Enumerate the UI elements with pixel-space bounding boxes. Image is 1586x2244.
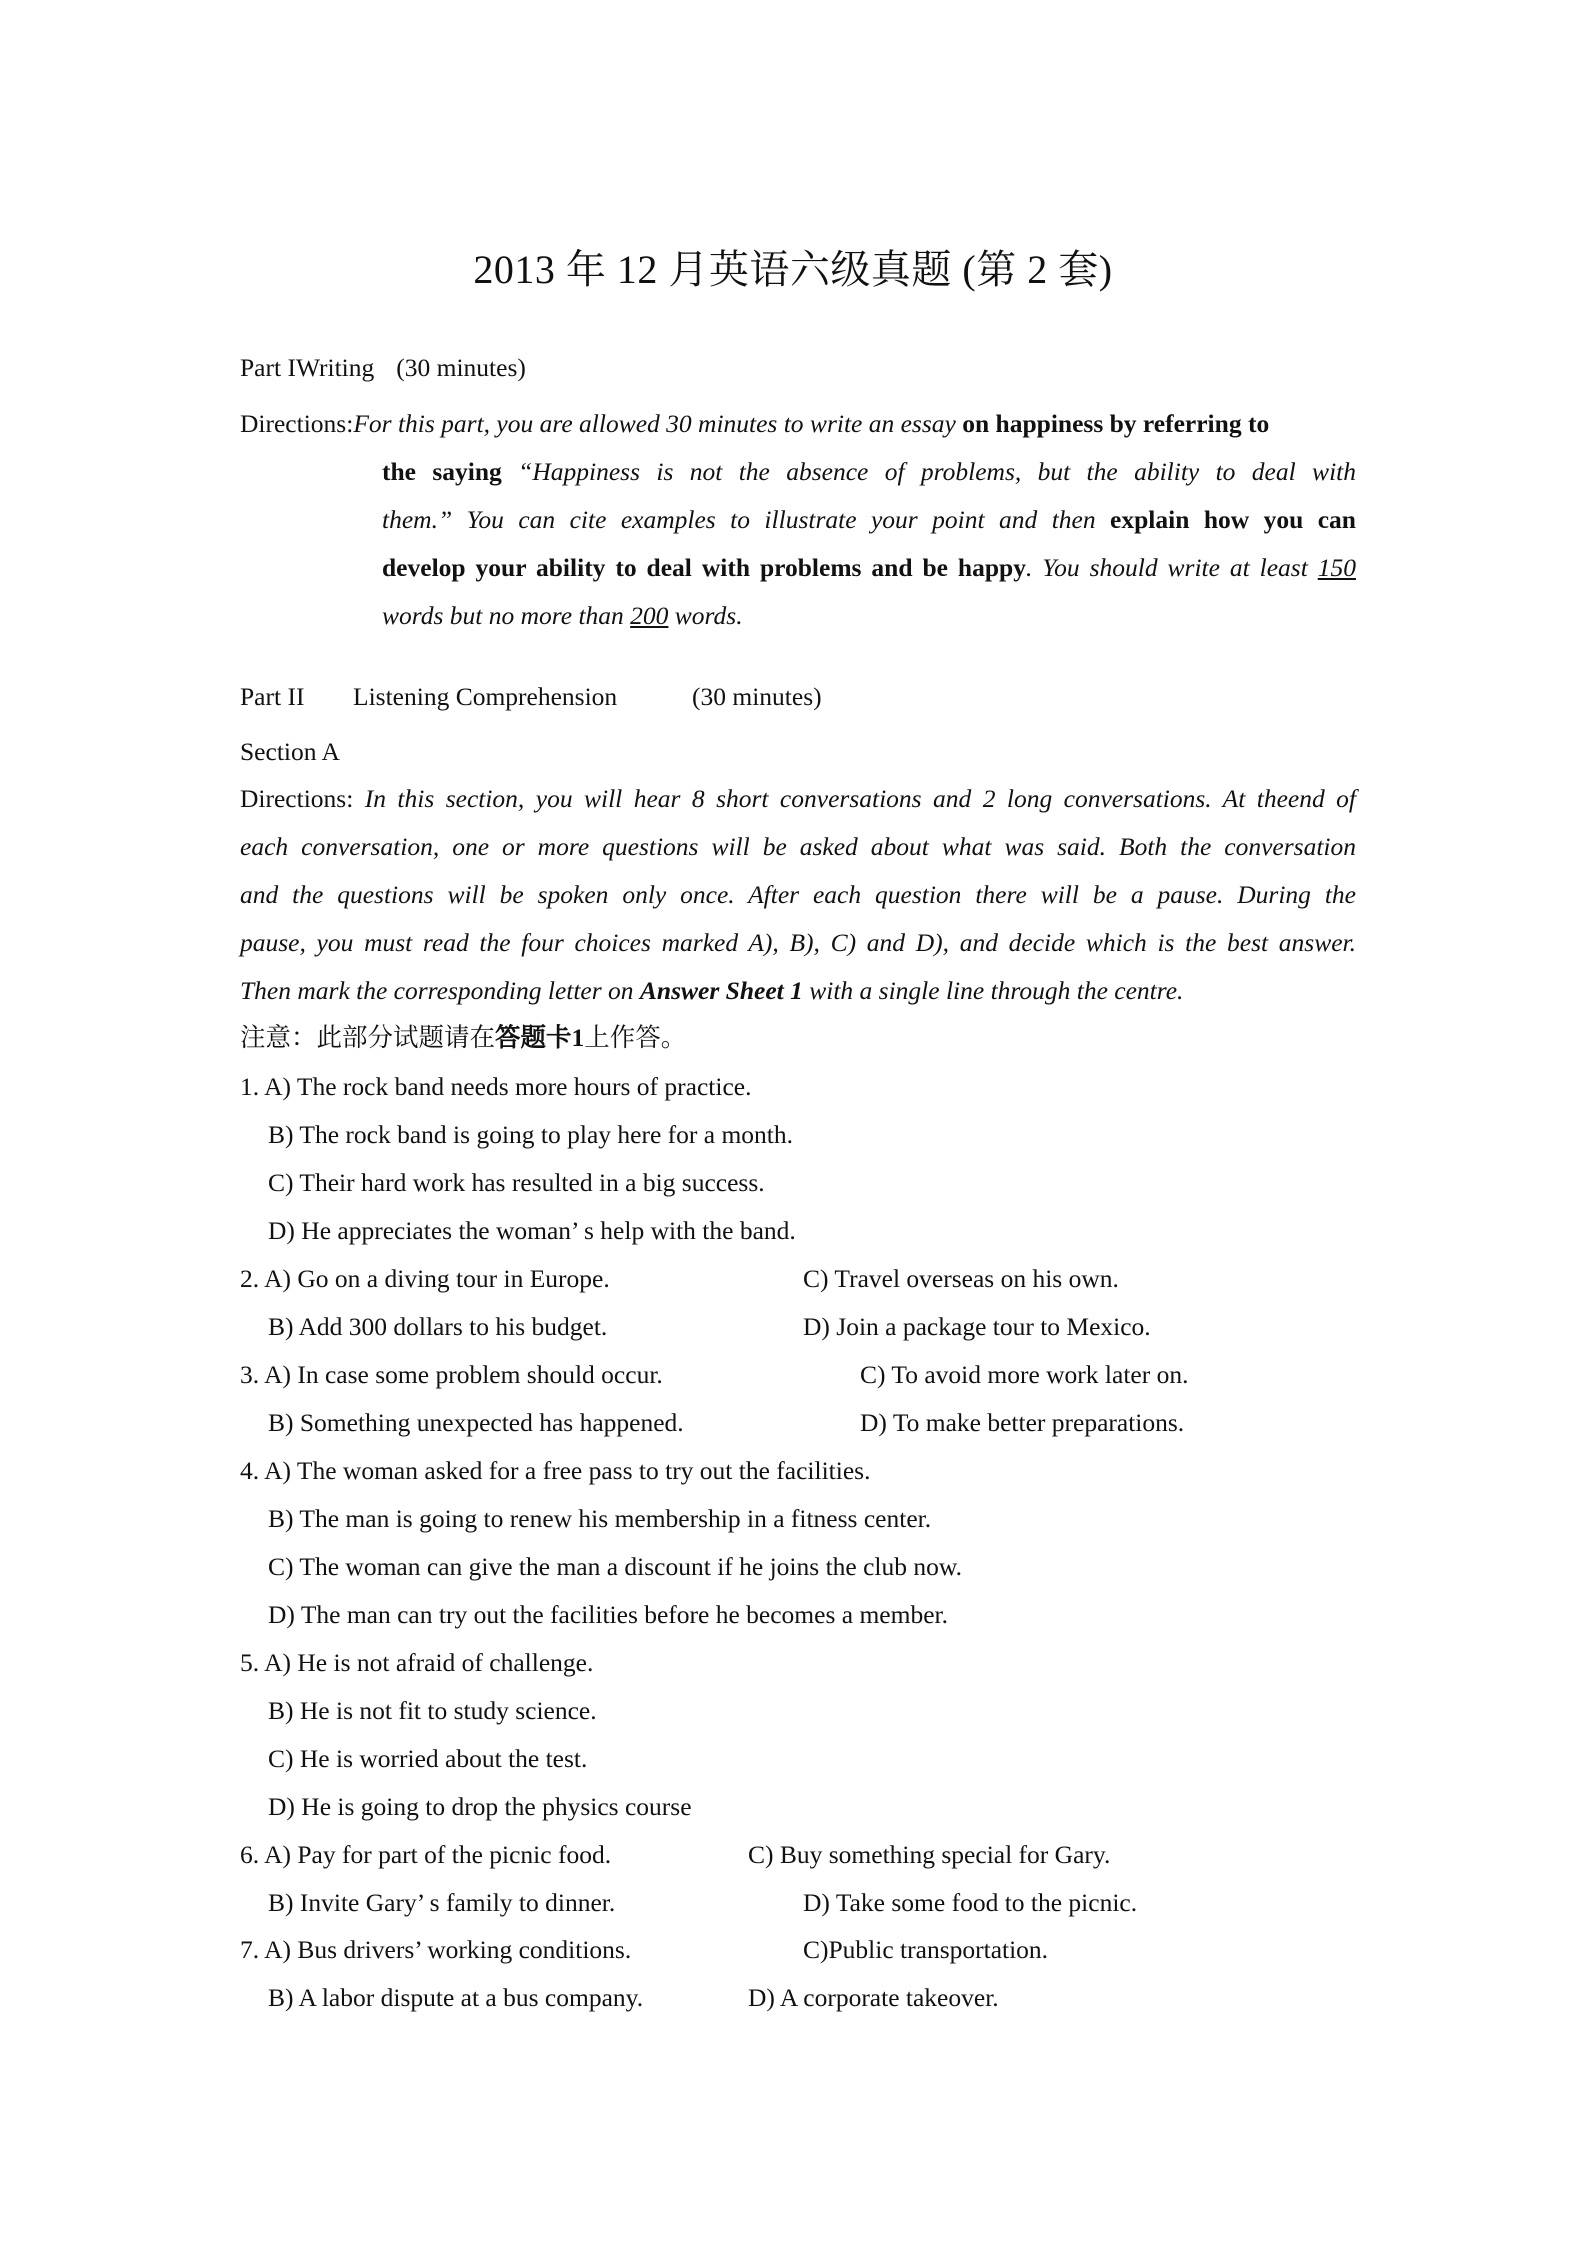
question-4-option-a: 4. A) The woman asked for a free pass to try out the facilities. xyxy=(240,1456,871,1485)
part2-name: Listening Comprehension xyxy=(353,682,618,711)
question-6-option-c: C) Buy something special for Gary. xyxy=(748,1840,1111,1869)
part2-directions-line-1: Directions: In this section, you will hear 8 short conversations and 2 long conversations. At theend of xyxy=(240,784,1356,813)
question-7-option-c: C)Public transportation. xyxy=(803,1935,1049,1964)
question-2-option-b: B) Add 300 dollars to his budget. xyxy=(268,1312,608,1341)
part1-directions-line-1: Directions:For this part, you are allowed 30 minutes to write an essay on happiness by referring to xyxy=(240,409,1270,438)
part1-heading-line xyxy=(240,351,526,385)
question-2-option-a: 2. A) Go on a diving tour in Europe. xyxy=(240,1264,610,1293)
question-5-option-d: D) He is going to drop the physics course xyxy=(268,1792,692,1821)
part1-directions-line-3: them.” You can cite examples to illustrate your point and then explain how you can xyxy=(382,505,1356,534)
part1-directions-line-2: the saying “Happiness is not the absence of problems, but the ability to deal with xyxy=(382,457,1356,486)
question-4-option-b: B) The man is going to renew his membership in a fitness center. xyxy=(268,1504,932,1533)
question-1-option-c: C) Their hard work has resulted in a big success. xyxy=(268,1168,765,1197)
question-5-option-c: C) He is worried about the test. xyxy=(268,1744,588,1773)
part2-directions-line-4: pause, you must read the four choices marked A), B), C) and D), and decide which is the best answer. xyxy=(240,928,1356,957)
part2-directions-line-3: and the questions will be spoken only once. After each question there will be a pause. During the xyxy=(240,880,1356,909)
question-6-option-b: B) Invite Gary’ s family to dinner. xyxy=(268,1888,616,1917)
directions-label: Directions: xyxy=(240,409,354,438)
question-2-option-c: C) Travel overseas on his own. xyxy=(803,1264,1119,1293)
question-4-option-c: C) The woman can give the man a discount if he joins the club now. xyxy=(268,1552,963,1581)
question-4-option-d: D) The man can try out the facilities before he becomes a member. xyxy=(268,1600,948,1629)
question-6-option-d: D) Take some food to the picnic. xyxy=(803,1888,1138,1917)
part2-time: (30 minutes) xyxy=(692,682,822,711)
part2-directions-line-5: Then mark the corresponding letter on Answer Sheet 1 with a single line through the centre. xyxy=(240,976,1184,1005)
part1-time: (30 minutes) xyxy=(396,353,526,382)
question-7-option-a: 7. A) Bus drivers’ working conditions. xyxy=(240,1935,632,1964)
question-7-option-d: D) A corporate takeover. xyxy=(748,1983,999,2012)
part1-heading: Part IWriting xyxy=(240,353,375,382)
part1-directions-line-4: develop your ability to deal with problems and be happy. You should write at least 150 xyxy=(382,553,1356,582)
question-5-option-a: 5. A) He is not afraid of challenge. xyxy=(240,1648,594,1677)
question-6-option-a: 6. A) Pay for part of the picnic food. xyxy=(240,1840,612,1869)
part2-directions-line-2: each conversation, one or more questions will be asked about what was said. Both the conversation xyxy=(240,832,1356,861)
question-1-option-b: B) The rock band is going to play here for a month. xyxy=(268,1120,793,1149)
page-title: 2013 年 12 月英语六级真题 (第 2 套) xyxy=(473,247,1113,292)
question-1-option-a: 1. A) The rock band needs more hours of practice. xyxy=(240,1072,752,1101)
question-3-option-c: C) To avoid more work later on. xyxy=(860,1360,1189,1389)
part2-heading: Part II xyxy=(240,682,305,711)
section-a-heading: Section A xyxy=(240,737,340,766)
part1-directions-line-5: words but no more than 200 words. xyxy=(382,601,743,630)
question-5-option-b: B) He is not fit to study science. xyxy=(268,1696,597,1725)
question-2-option-d: D) Join a package tour to Mexico. xyxy=(803,1312,1151,1341)
question-3-option-b: B) Something unexpected has happened. xyxy=(268,1408,684,1437)
question-3-option-a: 3. A) In case some problem should occur. xyxy=(240,1360,663,1389)
question-7-option-b: B) A labor dispute at a bus company. xyxy=(268,1983,644,2012)
answer-sheet-note: 注意：此部分试题请在答题卡1上作答。 xyxy=(240,1023,687,1052)
question-1-option-d: D) He appreciates the woman’ s help with the band. xyxy=(268,1216,796,1245)
question-3-option-d: D) To make better preparations. xyxy=(860,1408,1185,1437)
